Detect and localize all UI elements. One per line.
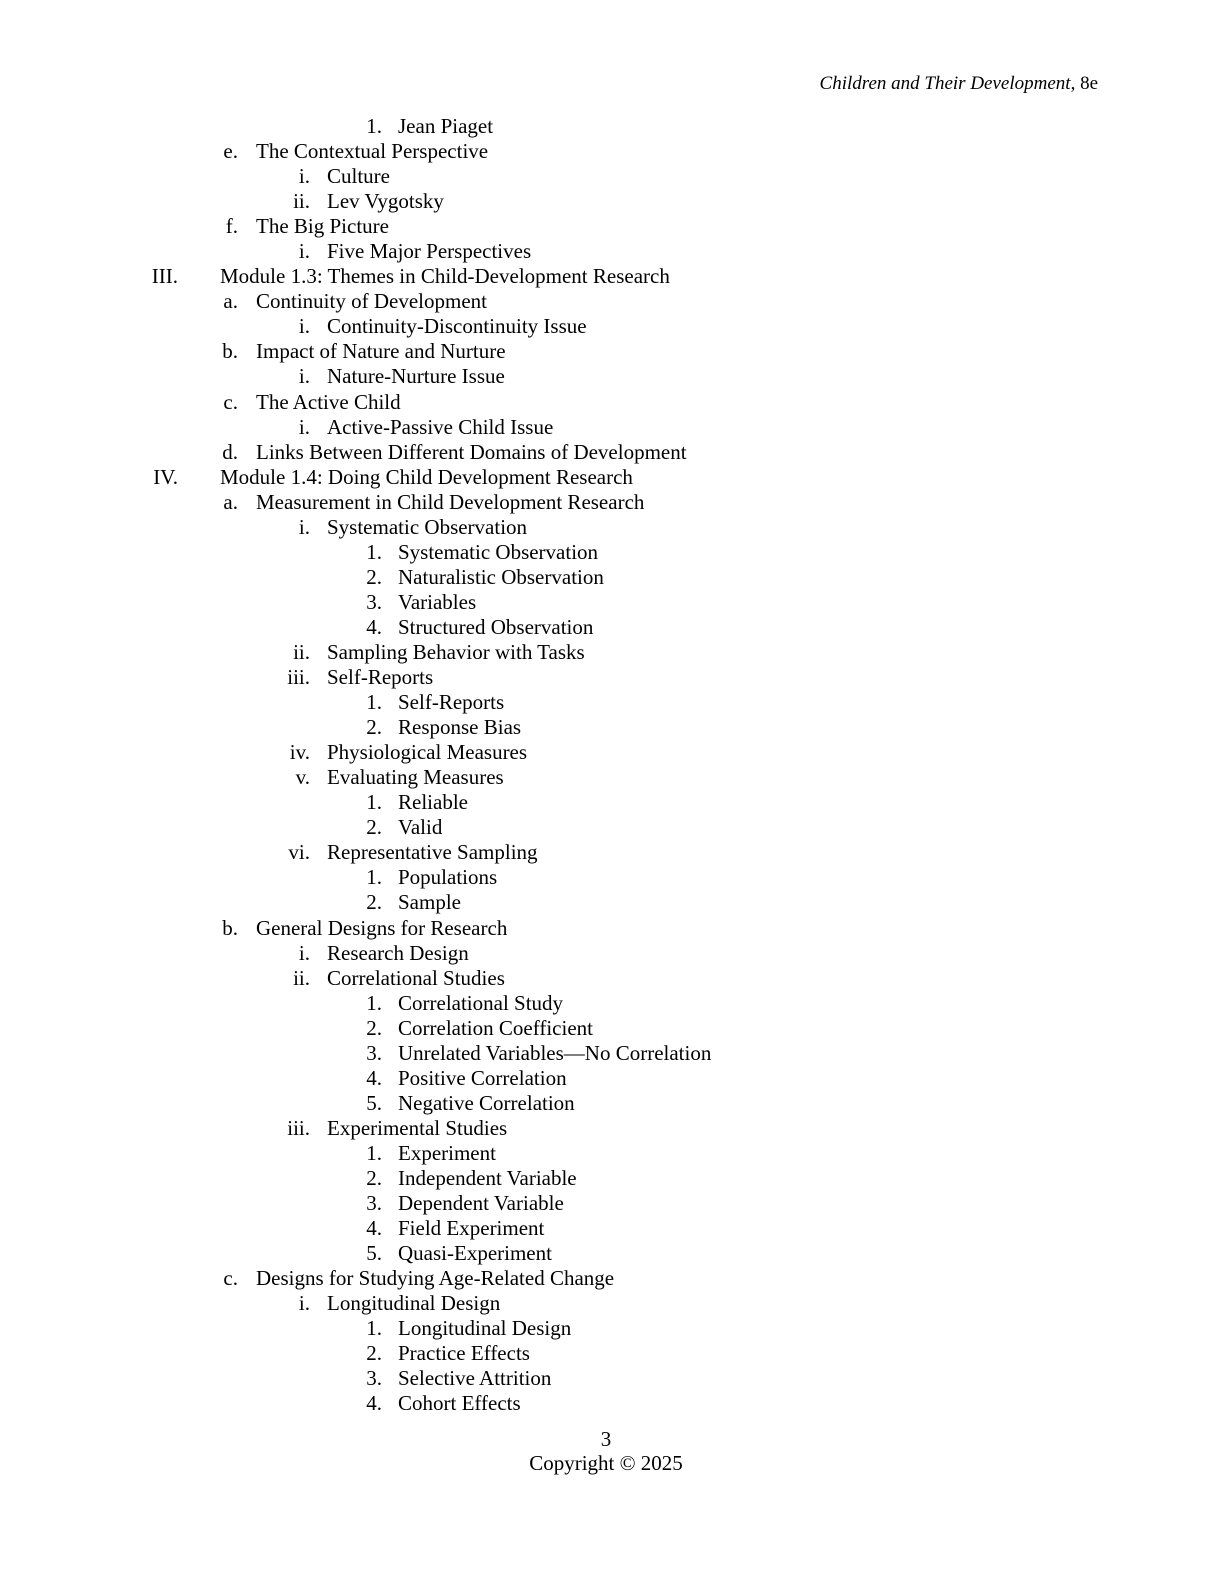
outline-text: Experimental Studies bbox=[327, 1115, 508, 1140]
outline-item-level-4 bbox=[0, 890, 1224, 915]
outline-item-level-3 bbox=[0, 640, 1224, 665]
outline-marker: f. bbox=[225, 214, 238, 239]
outline-item-level-1 bbox=[0, 465, 1224, 490]
outline-text: Selective Attrition bbox=[398, 1366, 552, 1391]
outline-item-level-4 bbox=[0, 715, 1224, 740]
outline-item-level-4 bbox=[0, 540, 1224, 565]
outline-text: Research Design bbox=[327, 940, 469, 965]
outline-marker: i. bbox=[298, 1291, 310, 1316]
outline-item-level-3 bbox=[0, 1116, 1224, 1141]
outline-item-level-4 bbox=[0, 1316, 1224, 1341]
outline-text: Sampling Behavior with Tasks bbox=[327, 639, 585, 664]
outline-text: Lev Vygotsky bbox=[327, 189, 444, 214]
outline-text: Culture bbox=[327, 164, 390, 189]
outline-text: Longitudinal Design bbox=[398, 1316, 572, 1341]
outline-marker: 2. bbox=[366, 815, 382, 840]
outline-text: Populations bbox=[398, 865, 498, 890]
outline-marker: iii. bbox=[287, 1115, 310, 1140]
outline-text: Active-Passive Child Issue bbox=[327, 414, 554, 439]
outline-text: Systematic Observation bbox=[398, 539, 599, 564]
outline-text: Experiment bbox=[398, 1140, 496, 1165]
outline-item-level-4 bbox=[0, 690, 1224, 715]
outline-item-level-4 bbox=[0, 565, 1224, 590]
outline-marker: 3. bbox=[366, 1366, 382, 1391]
outline-item-level-3 bbox=[0, 515, 1224, 540]
outline-text: Sample bbox=[398, 890, 461, 915]
outline-marker: 4. bbox=[366, 1065, 382, 1090]
outline-marker: i. bbox=[298, 514, 310, 539]
outline-item-level-1 bbox=[0, 264, 1224, 289]
outline-marker: 1. bbox=[366, 1140, 382, 1165]
outline-item-level-3 bbox=[0, 941, 1224, 966]
outline-item-level-4 bbox=[0, 790, 1224, 815]
outline-text: Evaluating Measures bbox=[327, 765, 504, 790]
outline-item-level-2 bbox=[0, 440, 1224, 465]
outline-text: Continuity of Development bbox=[256, 289, 487, 314]
outline-marker: 3. bbox=[366, 1191, 382, 1216]
outline-text: Correlational Study bbox=[398, 990, 564, 1015]
outline-text: Cohort Effects bbox=[398, 1391, 521, 1416]
edition-label: , 8e bbox=[1070, 73, 1098, 94]
outline-marker: 2. bbox=[366, 715, 382, 740]
outline-item-level-3 bbox=[0, 1291, 1224, 1316]
outline-text: Field Experiment bbox=[398, 1216, 545, 1241]
outline-marker: 3. bbox=[366, 1040, 382, 1065]
outline-marker: ii. bbox=[293, 965, 310, 990]
outline-marker: 1. bbox=[366, 1316, 382, 1341]
outline-text: Quasi-Experiment bbox=[398, 1241, 552, 1266]
outline-marker: 1. bbox=[366, 990, 382, 1015]
outline-text: The Big Picture bbox=[256, 214, 389, 239]
outline-item-level-3 bbox=[0, 314, 1224, 339]
outline-marker: 1. bbox=[366, 690, 382, 715]
outline-marker: 1. bbox=[366, 790, 382, 815]
outline-text: Longitudinal Design bbox=[327, 1291, 501, 1316]
outline-text: Practice Effects bbox=[398, 1341, 530, 1366]
outline-text: Measurement in Child Development Research bbox=[256, 489, 645, 514]
outline-marker: 4. bbox=[366, 614, 382, 639]
outline-text: Valid bbox=[398, 815, 443, 840]
outline-text: Structured Observation bbox=[398, 614, 594, 639]
outline-item-level-4 bbox=[0, 1141, 1224, 1166]
chapter-outline bbox=[0, 114, 1224, 1416]
outline-text: Variables bbox=[398, 589, 477, 614]
outline-marker: 4. bbox=[366, 1216, 382, 1241]
outline-text: Positive Correlation bbox=[398, 1065, 567, 1090]
outline-marker: 1. bbox=[366, 865, 382, 890]
outline-item-level-3 bbox=[0, 364, 1224, 389]
outline-item-level-3 bbox=[0, 765, 1224, 790]
outline-item-level-4 bbox=[0, 1216, 1224, 1241]
outline-text: Designs for Studying Age-Related Change bbox=[256, 1266, 615, 1291]
outline-text: Naturalistic Observation bbox=[398, 564, 604, 589]
outline-marker: 2. bbox=[366, 1341, 382, 1366]
outline-marker: i. bbox=[298, 940, 310, 965]
outline-item-level-3 bbox=[0, 164, 1224, 189]
outline-text: Correlation Coefficient bbox=[398, 1015, 593, 1040]
outline-item-level-4 bbox=[0, 1341, 1224, 1366]
outline-marker: 1. bbox=[366, 539, 382, 564]
outline-item-level-4 bbox=[0, 1016, 1224, 1041]
outline-marker: iv. bbox=[289, 740, 310, 765]
outline-item-level-4 bbox=[0, 1241, 1224, 1266]
outline-text: Links Between Different Domains of Development bbox=[256, 439, 687, 464]
outline-item-level-4 bbox=[0, 1041, 1224, 1066]
outline-item-level-2 bbox=[0, 1266, 1224, 1291]
outline-marker: d. bbox=[222, 439, 238, 464]
outline-item-level-4 bbox=[0, 114, 1224, 139]
outline-marker: 2. bbox=[366, 1015, 382, 1040]
copyright-notice: Copyright © 2025 bbox=[529, 1451, 683, 1475]
outline-marker: b. bbox=[222, 915, 238, 940]
outline-item-level-4 bbox=[0, 991, 1224, 1016]
outline-item-level-2 bbox=[0, 139, 1224, 164]
outline-item-level-2 bbox=[0, 214, 1224, 239]
outline-text: Independent Variable bbox=[398, 1165, 577, 1190]
outline-item-level-4 bbox=[0, 615, 1224, 640]
outline-marker: i. bbox=[298, 239, 310, 264]
outline-marker: iii. bbox=[287, 665, 310, 690]
outline-marker: a. bbox=[223, 489, 238, 514]
outline-item-level-4 bbox=[0, 815, 1224, 840]
outline-marker: 3. bbox=[366, 589, 382, 614]
outline-text: Unrelated Variables—No Correlation bbox=[398, 1040, 712, 1065]
outline-marker: e. bbox=[223, 139, 238, 164]
outline-item-level-3 bbox=[0, 840, 1224, 865]
outline-text: Five Major Perspectives bbox=[327, 239, 532, 264]
outline-item-level-2 bbox=[0, 339, 1224, 364]
outline-text: Representative Sampling bbox=[327, 840, 538, 865]
outline-marker: v. bbox=[295, 765, 310, 790]
outline-text: Module 1.3: Themes in Child-Development Research bbox=[220, 264, 670, 289]
outline-item-level-3 bbox=[0, 740, 1224, 765]
outline-text: Physiological Measures bbox=[327, 740, 528, 765]
outline-item-level-4 bbox=[0, 590, 1224, 615]
outline-item-level-2 bbox=[0, 289, 1224, 314]
outline-text: The Active Child bbox=[256, 389, 401, 414]
outline-text: The Contextual Perspective bbox=[256, 139, 489, 164]
outline-item-level-4 bbox=[0, 1091, 1224, 1116]
outline-item-level-3 bbox=[0, 189, 1224, 214]
outline-text: General Designs for Research bbox=[256, 915, 508, 940]
outline-marker: i. bbox=[298, 364, 310, 389]
outline-text: Response Bias bbox=[398, 715, 522, 740]
outline-marker: ii. bbox=[293, 639, 310, 664]
outline-item-level-4 bbox=[0, 1191, 1224, 1216]
outline-marker: i. bbox=[298, 164, 310, 189]
running-header bbox=[820, 72, 1098, 96]
outline-marker: c. bbox=[223, 1266, 238, 1291]
outline-item-level-2 bbox=[0, 390, 1224, 415]
page-number: 3 bbox=[600, 1427, 612, 1451]
outline-item-level-2 bbox=[0, 490, 1224, 515]
book-title: Children and Their Development bbox=[819, 73, 1071, 94]
outline-item-level-4 bbox=[0, 865, 1224, 890]
outline-text: Continuity-Discontinuity Issue bbox=[327, 314, 587, 339]
outline-text: Correlational Studies bbox=[327, 965, 505, 990]
outline-marker: 2. bbox=[366, 890, 382, 915]
outline-text: Reliable bbox=[398, 790, 468, 815]
outline-marker: i. bbox=[298, 414, 310, 439]
outline-marker: 1. bbox=[366, 114, 382, 138]
outline-item-level-4 bbox=[0, 1066, 1224, 1091]
outline-text: Jean Piaget bbox=[398, 114, 494, 138]
outline-marker: 5. bbox=[366, 1090, 382, 1115]
outline-marker: 4. bbox=[366, 1391, 382, 1416]
outline-marker: 2. bbox=[366, 1165, 382, 1190]
outline-text: Self-Reports bbox=[327, 665, 434, 690]
outline-text: Module 1.4: Doing Child Development Research bbox=[220, 464, 633, 489]
outline-text: Systematic Observation bbox=[327, 514, 528, 539]
outline-text: Negative Correlation bbox=[398, 1090, 575, 1115]
outline-marker: i. bbox=[298, 314, 310, 339]
outline-text: Nature-Nurture Issue bbox=[327, 364, 505, 389]
outline-item-level-4 bbox=[0, 1391, 1224, 1416]
outline-item-level-3 bbox=[0, 415, 1224, 440]
outline-item-level-2 bbox=[0, 916, 1224, 941]
outline-text: Impact of Nature and Nurture bbox=[256, 339, 506, 364]
outline-marker: ii. bbox=[293, 189, 310, 214]
outline-marker: 5. bbox=[366, 1241, 382, 1266]
outline-marker: c. bbox=[223, 389, 238, 414]
outline-text: Self-Reports bbox=[398, 690, 505, 715]
outline-item-level-3 bbox=[0, 665, 1224, 690]
outline-item-level-4 bbox=[0, 1166, 1224, 1191]
outline-marker: III. bbox=[151, 264, 178, 289]
outline-item-level-4 bbox=[0, 1366, 1224, 1391]
outline-marker: 2. bbox=[366, 564, 382, 589]
outline-marker: IV. bbox=[153, 464, 178, 489]
outline-marker: vi. bbox=[288, 840, 310, 865]
outline-text: Dependent Variable bbox=[398, 1191, 564, 1216]
outline-item-level-3 bbox=[0, 239, 1224, 264]
outline-item-level-3 bbox=[0, 966, 1224, 991]
outline-marker: a. bbox=[223, 289, 238, 314]
outline-marker: b. bbox=[222, 339, 238, 364]
